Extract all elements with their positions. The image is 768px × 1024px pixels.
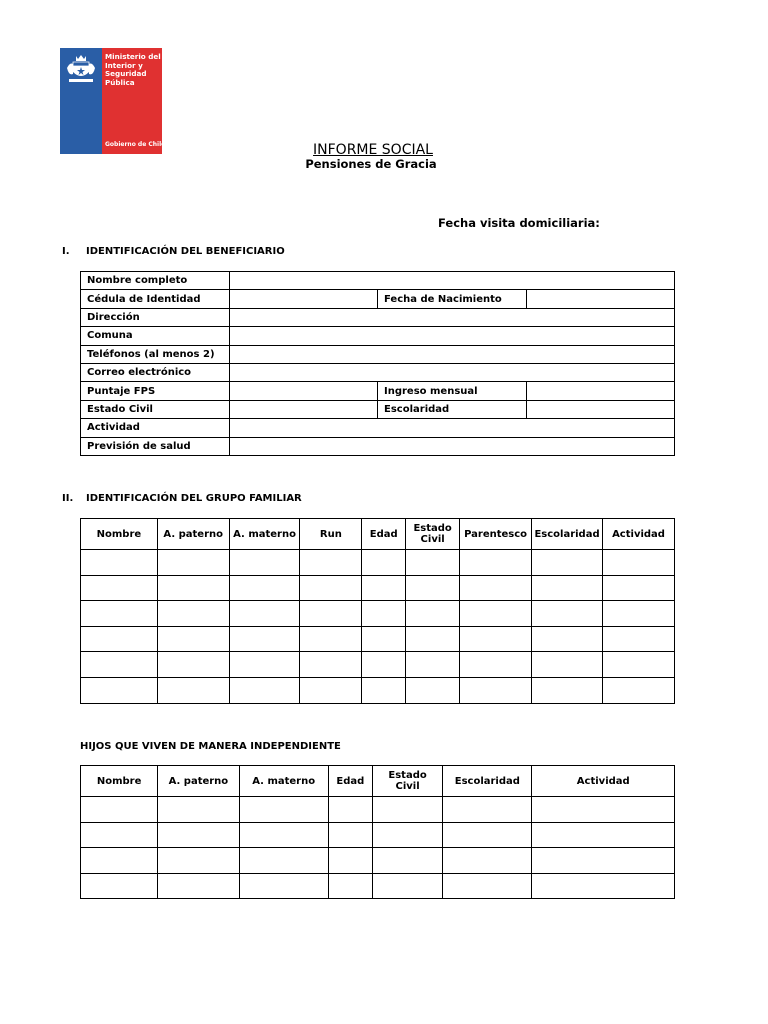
- table-row: [81, 626, 675, 652]
- field-value[interactable]: [229, 290, 378, 308]
- table-row: [81, 419, 675, 437]
- field-label: Cédula de Identidad: [81, 290, 230, 308]
- field-label: Correo electrónico: [81, 363, 230, 381]
- field-label: Estado Civil: [81, 400, 230, 418]
- col-header: Parentesco: [460, 519, 532, 550]
- table-row: [81, 400, 675, 418]
- table-row: [81, 575, 675, 601]
- coat-of-arms-icon: [65, 54, 97, 84]
- document-subtitle-wrap: [0, 157, 768, 171]
- field-label: Previsión de salud: [81, 437, 230, 455]
- table-row: [81, 437, 675, 455]
- field-label: Actividad: [81, 419, 230, 437]
- section-1-heading: [62, 246, 285, 257]
- section-1-number: I.: [62, 246, 70, 257]
- table-row: [81, 382, 675, 400]
- table-row: [81, 652, 675, 678]
- col-header: A. paterno: [158, 766, 239, 797]
- col-header: Actividad: [603, 519, 675, 550]
- col-header: A. materno: [239, 766, 328, 797]
- document-title: INFORME SOCIAL: [313, 142, 433, 158]
- col-header: Estado Civil: [372, 766, 442, 797]
- field-label: Comuna: [81, 327, 230, 345]
- section-3-title: HIJOS QUE VIVEN DE MANERA INDEPENDIENTE: [80, 741, 341, 752]
- col-header: A. paterno: [157, 519, 229, 550]
- field-value[interactable]: [229, 272, 675, 290]
- field-value[interactable]: [229, 363, 675, 381]
- field-value[interactable]: [229, 345, 675, 363]
- table-row: [81, 873, 675, 899]
- independent-children-table: [80, 765, 675, 899]
- section-2-title: IDENTIFICACIÓN DEL GRUPO FAMILIAR: [86, 493, 302, 504]
- field-label: Fecha de Nacimiento: [378, 290, 527, 308]
- table-header-row: [81, 519, 675, 550]
- field-label: Dirección: [81, 308, 230, 326]
- field-value[interactable]: [229, 419, 675, 437]
- section-2-number: II.: [62, 493, 74, 504]
- table-row: [81, 345, 675, 363]
- section-1-title: IDENTIFICACIÓN DEL BENEFICIARIO: [86, 246, 285, 257]
- table-row: [81, 327, 675, 345]
- table-row: [81, 550, 675, 576]
- col-header: Edad: [328, 766, 372, 797]
- col-header: Escolaridad: [443, 766, 532, 797]
- field-label: Nombre completo: [81, 272, 230, 290]
- field-value[interactable]: [526, 290, 675, 308]
- col-header: Escolaridad: [532, 519, 603, 550]
- visit-date-label: Fecha visita domiciliaria:: [438, 216, 600, 230]
- table-row: [81, 308, 675, 326]
- field-label: Puntaje FPS: [81, 382, 230, 400]
- table-row: [81, 848, 675, 874]
- ministry-name: Ministerio del Interior y Seguridad Pública: [105, 52, 161, 87]
- col-header: Edad: [362, 519, 406, 550]
- table-row: [81, 290, 675, 308]
- col-header: Run: [300, 519, 362, 550]
- table-row: [81, 797, 675, 823]
- document-title-wrap: [0, 139, 768, 158]
- col-header: A. materno: [229, 519, 300, 550]
- field-label: Escolaridad: [378, 400, 527, 418]
- col-header: Nombre: [81, 766, 158, 797]
- family-group-table: [80, 518, 675, 704]
- section-2-heading: [62, 493, 302, 504]
- table-row: [81, 272, 675, 290]
- government-label: Gobierno de Chile: [105, 141, 166, 148]
- section-3-heading: [80, 741, 341, 752]
- table-row: [81, 677, 675, 703]
- field-value[interactable]: [229, 308, 675, 326]
- field-label: Teléfonos (al menos 2): [81, 345, 230, 363]
- col-header: Estado Civil: [406, 519, 460, 550]
- col-header: Nombre: [81, 519, 158, 550]
- col-header: Actividad: [532, 766, 675, 797]
- field-value[interactable]: [229, 437, 675, 455]
- field-value[interactable]: [229, 400, 378, 418]
- beneficiary-table: [80, 271, 675, 456]
- table-row: [81, 363, 675, 381]
- table-row: [81, 822, 675, 848]
- field-value[interactable]: [229, 327, 675, 345]
- table-header-row: [81, 766, 675, 797]
- field-value[interactable]: [526, 382, 675, 400]
- field-value[interactable]: [229, 382, 378, 400]
- field-value[interactable]: [526, 400, 675, 418]
- table-row: [81, 601, 675, 627]
- document-subtitle: Pensiones de Gracia: [305, 157, 437, 171]
- field-label: Ingreso mensual: [378, 382, 527, 400]
